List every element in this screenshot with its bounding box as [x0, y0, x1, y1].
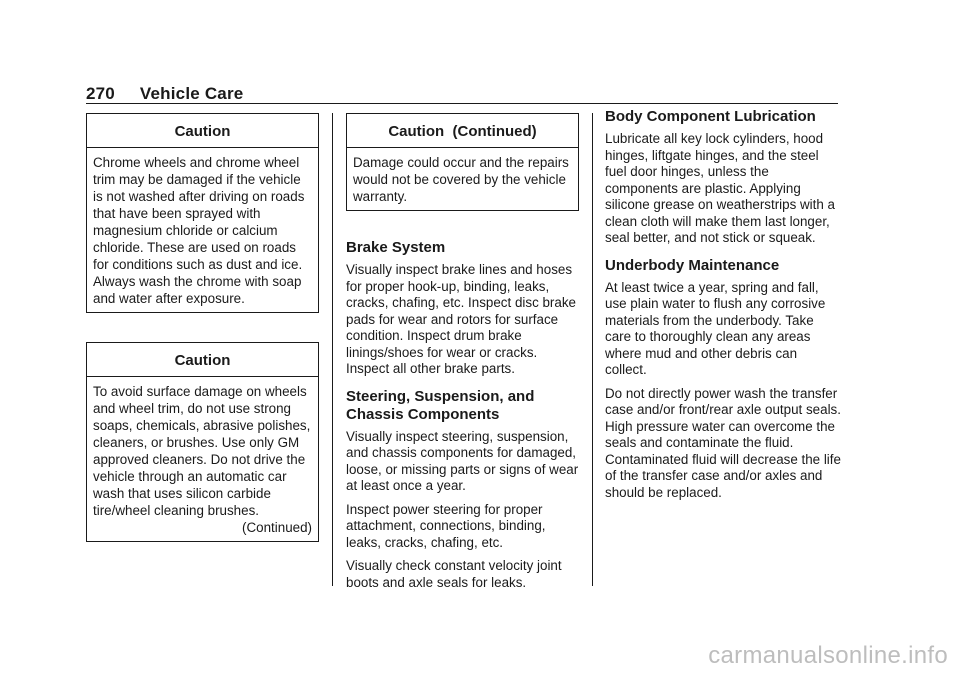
heading-steering-suspension: Steering, Suspension, and Chassis Components — [346, 387, 535, 423]
caution-body: Chrome wheels and chrome wheel trim may be damaged if the vehicle is not washed after driving on roads that have been sprayed with magnesium chloride or calcium chloride. These are used on roads for conditions such as dust and ice. Always wash the chrome with soap and water after exposure. — [87, 147, 318, 312]
caution-box-chrome — [86, 113, 319, 313]
column-2 — [346, 113, 579, 591]
page-number: 270 — [86, 84, 115, 103]
lubrication-text: Lubricate all key lock cylinders, hood hinges, liftgate hinges, and the steel fuel door hinges, unless the components are plastic. Applying silicone grease on weatherstrips with a clean cloth will make them last longer, seal better, and not stick or squeak. — [605, 131, 835, 245]
underbody-paragraph-1: At least twice a year, spring and fall, use plain water to flush any corrosive materials from the underbody. Take care to thoroughly clean any areas where mud and other debris can collect. — [605, 279, 826, 377]
caution-title: Caution — [174, 352, 231, 369]
page-header — [86, 84, 243, 104]
section-title: Vehicle Care — [139, 84, 244, 103]
caution-box-continued — [346, 113, 579, 211]
underbody-paragraph-2: Do not directly power wash the transfer case and/or front/rear axle output seals. High pressure water can overcome the seals and contaminate the fluid. Contaminated fluid will decrease the life of the transfer case and/or axles and should be replaced. — [605, 385, 841, 500]
caution-body: To avoid surface damage on wheels and wheel trim, do not use strong soaps, chemicals, abrasive polishes, cleaners, or brushes. Use only GM approved cleaners. Do not drive the vehicle through an automatic car wash that uses silicon carbide tire/wheel cleaning brushes. — [93, 384, 311, 518]
column-3 — [605, 108, 841, 501]
steering-paragraph-2: Inspect power steering for proper attachment, connections, binding, leaks, cracks, chafing, etc. — [346, 501, 546, 550]
caution-title: Caution — [174, 123, 231, 140]
column-divider-2 — [592, 113, 593, 586]
heading-brake-system: Brake System — [346, 239, 446, 256]
caution-title: Caution (Continued) — [388, 123, 537, 140]
heading-underbody-maintenance: Underbody Maintenance — [605, 256, 780, 274]
steering-paragraph-3: Visually check constant velocity joint boots and axle seals for leaks. — [346, 558, 562, 590]
caution-box-surface-damage — [86, 342, 319, 542]
brake-system-text: Visually inspect brake lines and hoses for proper hook-up, binding, leaks, cracks, chafing, etc. Inspect disc brake pads for wear and rotors for surface condition. Inspect drum brake linings/shoes for wear or cracks. Inspect all other brake parts. — [346, 262, 576, 376]
caution-body: Damage could occur and the repairs would not be covered by the vehicle warranty. — [347, 147, 578, 210]
column-divider-1 — [332, 113, 333, 586]
column-1 — [86, 113, 319, 542]
steering-paragraph-1: Visually inspect steering, suspension, and chassis components for damaged, loose, or missing parts or signs of wear at least once a year. — [346, 428, 579, 493]
continued-label: (Continued) — [242, 520, 312, 535]
watermark: carmanualsonline.info — [708, 642, 948, 669]
heading-body-lubrication: Body Component Lubrication — [605, 108, 816, 125]
caution-body-wrap — [87, 376, 318, 541]
header-rule — [86, 103, 838, 104]
